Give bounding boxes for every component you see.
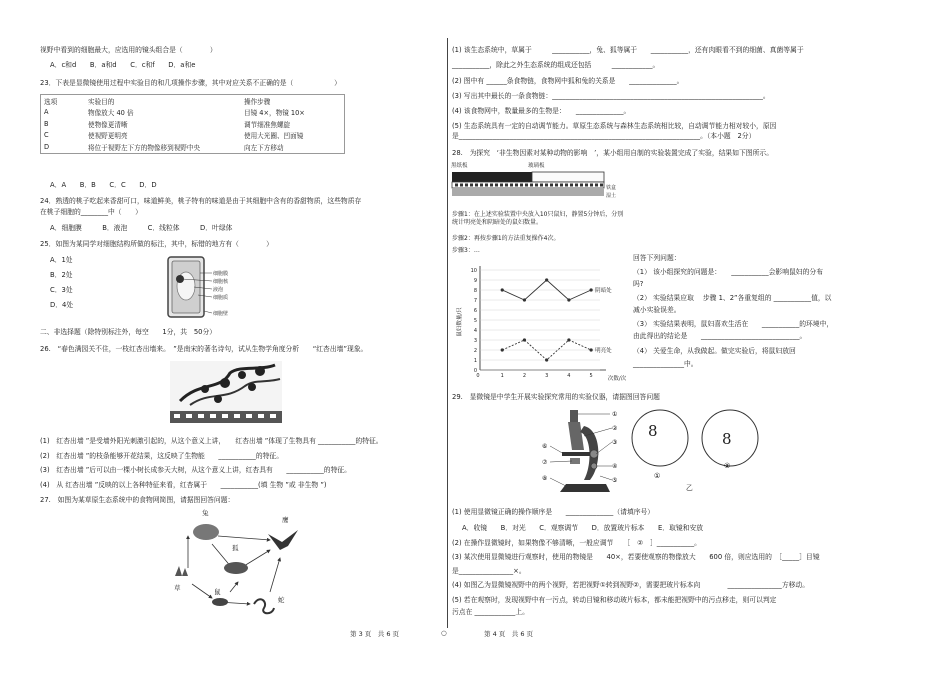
glass-board-label: 玻璃板 xyxy=(528,163,545,169)
q29-part2: (2) 在操作显微镜时，如果物像不够清晰，一般应调节 ［ ② ］___________。 xyxy=(452,539,701,547)
q27-part1-cont: ___________，除此之外生态系统的组成还包括 ____________。 xyxy=(452,61,660,69)
chart-y-tick-label: 1 xyxy=(473,358,477,364)
chart-y-axis-label: 鼠妇数量/只 xyxy=(457,307,463,337)
q26-part3: (3) 红杏出墙 ”后可以由一棵小树长成参天大树，从这个意义上讲，红杏具有 ___________的特征。 xyxy=(40,466,351,474)
table-cell: 向左下方移动 xyxy=(244,143,284,152)
chart-point xyxy=(501,348,504,351)
food-web-label: 鹰 xyxy=(282,516,289,524)
q29-part1-options: A．收镜 B．对光 C．观察调节 D．放置玻片标本 E．取镜和安放 xyxy=(462,524,704,532)
dark-board-label: 黑纸板 xyxy=(451,163,468,169)
food-web-figure xyxy=(170,506,305,618)
food-web-label: 鼠 xyxy=(214,588,221,596)
woodlouse-apparatus xyxy=(450,160,622,202)
chart-point xyxy=(545,358,548,361)
section-two-heading: 二、非选择题（除特别标注外，每空 1分，共 50分） xyxy=(40,328,217,336)
food-web-label: 蛇 xyxy=(278,596,285,604)
chart-series-label: 明亮处 xyxy=(595,348,612,354)
q28-part4: （4） 关爱生命，从我做起。做完实验后，将鼠妇放回 xyxy=(633,347,796,355)
chart-x-tick-label: 2 xyxy=(522,373,527,379)
q28-step-3: 步骤3：… xyxy=(452,247,480,254)
q26-part4: (4) 从 红杏出墙 ”反映的以上各种特征来看，红杏属于 ___________(填 生物 ”或 非生物 ”) xyxy=(40,481,327,489)
cell-label: 液泡 xyxy=(213,287,224,293)
microscope-views-figure xyxy=(630,406,760,498)
apricot-wall-picture xyxy=(170,361,282,423)
table-cell: 物像放大 40 倍 xyxy=(88,109,134,118)
chart-point xyxy=(567,338,570,341)
chart-y-tick-label: 4 xyxy=(473,328,477,334)
chart-x-tick-label: 5 xyxy=(589,373,593,379)
q27-part5: (5) 生态系统具有一定的自动调节能力。草原生态系统与森林生态系统相比较，自动调节能力相对较小，原因 xyxy=(452,122,777,130)
q29-part3-cont: 是________________×。 xyxy=(452,567,526,575)
q25-option-b: B．2处 xyxy=(50,271,73,279)
view-label: ① xyxy=(654,472,661,480)
microscope-label: ⑧ xyxy=(542,475,548,482)
q23-options: A．A B．B C．C D．D xyxy=(50,181,157,189)
cell-label: 细胞质 xyxy=(213,295,229,301)
microscope-label: ⑥ xyxy=(542,443,548,450)
table-cell: 将位于视野左下方的物像移到视野中央 xyxy=(88,143,201,152)
woodlouse-line-chart xyxy=(452,258,627,382)
q29-part3: (3) 某次使用显微镜进行观察时，使用的物镜是 40×，若要使观察的物像放大 600 倍，则应选用的 ［_____］目镜 xyxy=(452,553,820,561)
q25-option-c: C．3处 xyxy=(50,286,73,294)
q27-part2: (2) 图中有 ______条食物链，食物网中狐和兔的关系是 ______________。 xyxy=(452,77,684,85)
table-cell: C xyxy=(44,131,49,140)
q26-part1: (1) 红杏出墙 ”是受墙外阳光刺激引起的，从这个意义上讲， 红杏出墙 ”体现了生物具有 ___________的特征。 xyxy=(40,437,383,445)
q29-part1: (1) 使用显微镜正确的操作顺序是 ______________（请填序号） xyxy=(452,508,655,516)
table-cell: A xyxy=(44,108,49,117)
table-cell: D xyxy=(44,142,50,151)
page-divider xyxy=(447,38,448,628)
q28-part1-cont: 吗? xyxy=(633,280,644,288)
q29-stem: 29. 显微镜是中学生开展实验探究常用的实验仪器，请据图回答问题 xyxy=(452,393,660,401)
q22-stem-line: 视野中看到的细胞最大，应选用的镜头组合是（ ） xyxy=(40,46,217,54)
q23-stem: 23．下表是显微镜使用过程中实验目的和几项操作步骤，其中对应关系不正确的是（ ） xyxy=(40,79,341,87)
q28-step-2: 步骤2：再按步骤1的方法重复操作4次。 xyxy=(452,235,560,242)
chart-y-tick-label: 8 xyxy=(473,288,477,294)
chart-y-tick-label: 2 xyxy=(473,348,477,354)
chart-y-tick-label: 10 xyxy=(470,268,477,274)
q27-part5-cont: 是_______________________________________________________________________。（本小题 2分） xyxy=(452,132,756,140)
chart-x-tick-label: 4 xyxy=(567,373,571,379)
cell-label: 细胞膜 xyxy=(213,271,229,277)
microscope-label: ① xyxy=(612,411,618,418)
chart-y-tick-label: 6 xyxy=(473,308,477,314)
q27-part4: (4) 该食物网中，数量最多的生物是： ______________。 xyxy=(452,107,631,115)
chart-point xyxy=(590,288,593,291)
q29-part4: (4) 如图乙为显微镜视野中的两个视野，若把视野①转到视野②，需要把玻片标本向 ________________方移动。 xyxy=(452,581,810,589)
chart-x-tick-label: 3 xyxy=(545,373,549,379)
chart-point xyxy=(523,338,526,341)
q27-part3: (3) 写出其中最长的一条食物链：______________________________________________________________。 xyxy=(452,92,770,100)
page-number-right: 第 4 页 共 6 页 xyxy=(484,630,534,638)
chart-point xyxy=(523,298,526,301)
q26-stem: 26. “春色满园关不住，一枝红杏出墙来。 ”是南宋的著名诗句，试从生物学角度分析 “红杏出墙”现象。 xyxy=(40,345,368,353)
chart-y-tick-label: 0 xyxy=(473,368,477,374)
chart-point xyxy=(567,298,570,301)
q28-part4-cont: _______________中。 xyxy=(633,360,698,368)
chart-series-label: 阴暗处 xyxy=(595,288,612,294)
food-web-label: 狐 xyxy=(232,544,239,552)
chart-point xyxy=(545,278,548,281)
q25-stem: 25．如图为某同学对细胞结构所做的标注，其中，标错的地方有（ ） xyxy=(40,240,273,248)
q22-options: A．c和d B．a和d C．c和f D．a和e xyxy=(50,61,196,69)
table-header-row xyxy=(41,95,345,107)
chart-y-tick-label: 3 xyxy=(473,338,477,344)
table-row xyxy=(41,141,345,153)
q28-part3: （3） 实验结果表明，鼠妇喜欢生活在 ___________的环境中， xyxy=(633,320,834,328)
microscope-label: ⑤ xyxy=(612,477,618,484)
chart-point xyxy=(501,288,504,291)
microscope-label: ③ xyxy=(612,439,618,446)
q28-part1: （1） 该小组探究的问题是： ___________会影响鼠妇的分布 xyxy=(633,268,823,276)
q24-options: A．细胞膜 B．液泡 C．线粒体 D．叶绿体 xyxy=(50,224,233,232)
view-label: ② xyxy=(724,462,731,470)
chart-point xyxy=(590,348,593,351)
q29-part5-cont: 污点在 ____________上。 xyxy=(452,608,529,616)
chart-y-tick-label: 5 xyxy=(473,318,477,324)
q23-table xyxy=(40,94,345,154)
q28-answer-intro: 回答下列问题： xyxy=(633,254,681,262)
center-mark: ○ xyxy=(441,629,447,637)
page-number-left: 第 3 页 共 6 页 xyxy=(350,630,400,638)
table-cell: 使视野更明亮 xyxy=(88,132,128,141)
plant-cell-figure xyxy=(160,253,242,321)
cell-label: 细胞壁 xyxy=(213,311,229,317)
table-row xyxy=(41,107,345,119)
chart-x-tick-label: 0 xyxy=(476,373,480,379)
svg-text:8: 8 xyxy=(722,430,732,448)
q29-part5: (5) 若在观察时，发现视野中有一污点，转动目镜和移动玻片标本，都未能把视野中的污点移走，则可以判定 xyxy=(452,596,777,604)
chart-y-tick-label: 7 xyxy=(473,298,477,304)
food-web-label: 兔 xyxy=(202,509,209,517)
q28-part2: （2） 实验结果应取 步骤 1、2”各重复组的 ___________值，以 xyxy=(633,294,832,302)
apparatus-side-label: 铁盒 xyxy=(606,185,617,191)
q27-stem: 27. 如图为某草原生态系统中的食物网简图，请据图回答问题： xyxy=(40,496,235,504)
svg-text:8: 8 xyxy=(648,422,658,440)
food-web-label: 草 xyxy=(174,584,181,592)
q24-stem-cont: 在桃子细胞的________中（ ） xyxy=(40,208,142,216)
table-cell: 使用大光圈、凹面镜 xyxy=(244,132,304,141)
table-cell: 调节细准焦螺旋 xyxy=(244,120,291,129)
chart-x-tick-label: 1 xyxy=(500,373,504,379)
table-header-purpose: 实验目的 xyxy=(88,97,115,106)
q28-stem: 28. 为探究 ‘非生物因素对某种动物的影响 ’，某小组用自制的实验装置完成了实验，结果如下图所示。 xyxy=(452,149,773,157)
chart-y-tick-label: 9 xyxy=(473,278,477,284)
q28-part3-cont: 由此得出的结论是 _____________________________。 xyxy=(633,332,807,340)
table-cell: B xyxy=(44,119,49,128)
microscope-figure xyxy=(540,406,628,502)
microscope-label: ⑦ xyxy=(542,459,548,466)
microscope-label: ② xyxy=(612,425,618,432)
q28-step-1: 步骤1：在上述实验装置中央放入10只鼠妇，静置5分钟后，分别统计明亮处和阴暗处的鼠妇数量。 xyxy=(452,211,624,226)
q26-part2: (2) 红杏出墙 ”的枝条能够开花结果，这反映了生物能 ___________的特征。 xyxy=(40,452,284,460)
figure-caption-b: 乙 xyxy=(686,484,693,492)
table-header-step: 操作步骤 xyxy=(244,97,271,106)
apparatus-side-label: 湿土 xyxy=(606,193,617,199)
table-header-option: 选项 xyxy=(44,97,58,106)
q25-option-a: A．1处 xyxy=(50,256,73,264)
q25-option-d: D．4处 xyxy=(50,301,74,309)
q24-stem: 24．熟透的桃子吃起来香甜可口，味道鲜美，桃子特有的味道是由于其细胞中含有的香甜物质，这些物质存 xyxy=(40,197,362,205)
table-row xyxy=(41,118,345,130)
microscope-label: ④ xyxy=(612,463,618,470)
table-cell: 目镜 4×，物镜 10× xyxy=(244,109,305,118)
table-cell: 使物像更清晰 xyxy=(88,120,128,129)
q27-part1: (1) 该生态系统中，草属于 ___________，兔、狐等属于 ___________，还有肉眼看不到的细菌、真菌等属于 xyxy=(452,46,804,54)
chart-x-axis-label: 次数/次 xyxy=(607,376,627,382)
cell-label: 细胞核 xyxy=(213,279,229,285)
q28-part2-cont: 减小实验误差。 xyxy=(633,306,681,314)
table-row xyxy=(41,130,345,142)
